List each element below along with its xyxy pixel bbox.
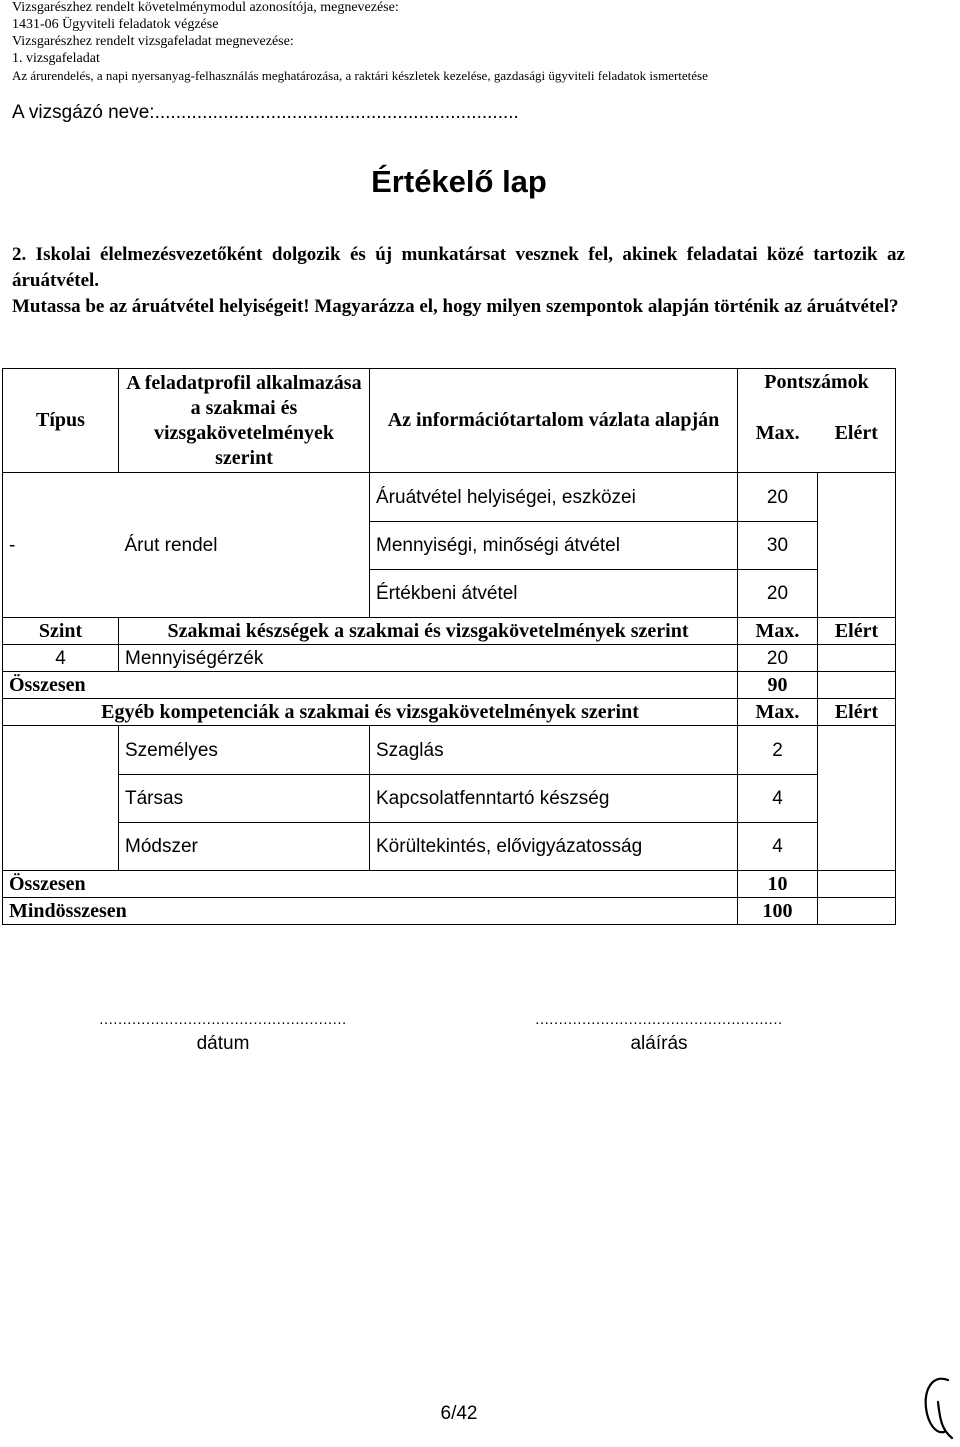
competency-name-cell: Szaglás	[370, 726, 738, 775]
task-question-1: 2. Iskolai élelmezésvezetőként dolgozik és új munkatársat vesznek fel, akinek feladatai közé tartozik az áruátvétel.	[12, 244, 905, 291]
date-label: dátum	[196, 1033, 250, 1054]
competency-type-cell: Társas	[119, 775, 370, 823]
info-cell: Mennyiségi, minőségi átvétel	[370, 522, 738, 570]
signature-label: aláírás	[630, 1033, 688, 1054]
table-row	[3, 645, 896, 672]
max-points-cell: 20	[738, 645, 818, 672]
signature-block	[519, 1008, 799, 1056]
competencies-achieved-header: Elért	[818, 699, 896, 726]
page-number: 6/42	[440, 1403, 478, 1424]
grand-total-label: Mindösszesen	[3, 898, 738, 925]
col-header-type: Típus	[3, 369, 119, 473]
col-header-max: Max.	[738, 396, 818, 473]
subtotal-max: 90	[738, 672, 818, 699]
skill-level-cell: 4	[3, 645, 119, 672]
table-row	[3, 473, 896, 522]
max-points-cell: 20	[738, 473, 818, 522]
max-points-cell: 30	[738, 522, 818, 570]
competency-type-cell: Módszer	[119, 823, 370, 871]
signature-line: .....................................................	[535, 1011, 783, 1028]
task-type-cell: -	[3, 473, 119, 618]
skills-achieved-header: Elért	[818, 618, 896, 645]
table-row	[3, 823, 896, 871]
subtotal-max: 10	[738, 871, 818, 898]
max-points-cell: 2	[738, 726, 818, 775]
info-cell: Áruátvétel helyiségei, eszközei	[370, 473, 738, 522]
task-question-2: Mutassa be az áruátvétel helyiségeit! Magyarázza el, hogy milyen szempontok alapján történik az áruátvétel?	[12, 296, 899, 317]
col-header-profile: A feladatprofil alkalmazása a szakmai és vizsgakövetelmények szerint	[119, 369, 370, 473]
max-points-cell: 4	[738, 775, 818, 823]
competencies-max-header: Max.	[738, 699, 818, 726]
task-description	[12, 242, 905, 320]
handwritten-initial-icon	[918, 1372, 958, 1444]
subtotal-label: Összesen	[3, 871, 738, 898]
competencies-header: Egyéb kompetenciák a szakmai és vizsgakövetelmények szerint	[3, 699, 738, 726]
achieved-points-cell[interactable]	[818, 726, 896, 871]
competency-name-cell: Kapcsolatfenntartó készség	[370, 775, 738, 823]
table-row	[3, 775, 896, 823]
date-signature-block	[83, 1008, 363, 1056]
subtotal-achieved[interactable]	[818, 871, 896, 898]
table-row	[3, 726, 896, 775]
page-title: Értékelő lap	[371, 164, 547, 199]
competency-type-cell: Személyes	[119, 726, 370, 775]
header-task-label: Vizsgarészhez rendelt vizsgafeladat megnevezése:	[12, 34, 294, 49]
skills-level-header: Szint	[3, 618, 119, 645]
max-points-cell: 20	[738, 570, 818, 618]
skill-name-cell: Mennyiségérzék	[119, 645, 738, 672]
competency-name-cell: Körültekintés, elővigyázatosság	[370, 823, 738, 871]
col-header-info: Az információtartalom vázlata alapján	[370, 369, 738, 473]
skills-max-header: Max.	[738, 618, 818, 645]
header-task-number: 1. vizsgafeladat	[12, 51, 100, 66]
subtotal-achieved[interactable]	[818, 672, 896, 699]
candidate-name-field: A vizsgázó neve:.....................................................................	[12, 102, 519, 123]
grand-total-achieved[interactable]	[818, 898, 896, 925]
grand-total-max: 100	[738, 898, 818, 925]
date-line: .....................................................	[99, 1011, 347, 1028]
col-header-achieved: Elért	[818, 396, 896, 473]
header-task-description: Az árurendelés, a napi nyersanyag-felhasználás meghatározása, a raktári készletek kezelése, gazdasági ügyviteli feladatok ismertetése	[12, 68, 708, 83]
col-header-points: Pontszámok	[738, 369, 896, 396]
competency-empty-cell	[3, 726, 119, 871]
header-module-name: 1431-06 Ügyviteli feladatok végzése	[12, 17, 219, 32]
achieved-points-cell[interactable]	[818, 645, 896, 672]
info-cell: Értékbeni átvétel	[370, 570, 738, 618]
header-module-label: Vizsgarészhez rendelt követelménymodul azonosítója, megnevezése:	[12, 0, 399, 15]
skills-header: Szakmai készségek a szakmai és vizsgakövetelmények szerint	[119, 618, 738, 645]
task-profile-cell: Árut rendel	[119, 473, 370, 618]
subtotal-label: Összesen	[3, 672, 738, 699]
achieved-points-cell[interactable]	[818, 473, 896, 618]
evaluation-table	[2, 368, 896, 925]
max-points-cell: 4	[738, 823, 818, 871]
